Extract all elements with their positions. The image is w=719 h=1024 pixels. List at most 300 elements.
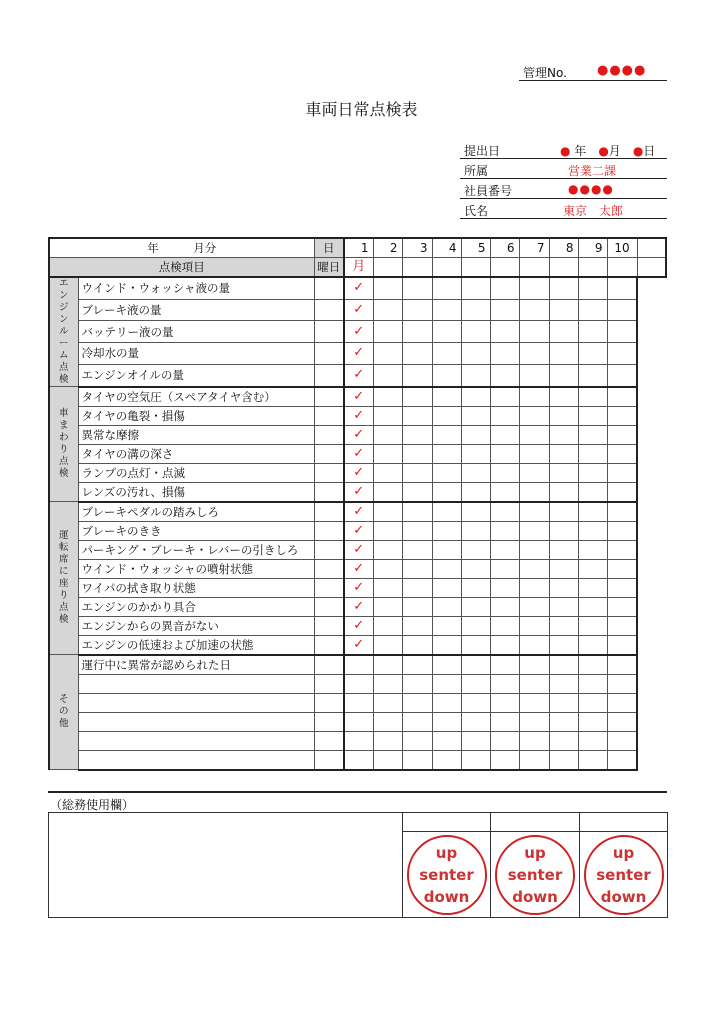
check-cell[interactable] bbox=[549, 674, 578, 693]
check-cell[interactable] bbox=[578, 463, 607, 482]
check-cell[interactable] bbox=[432, 674, 461, 693]
check-cell[interactable] bbox=[373, 635, 402, 655]
check-cell[interactable] bbox=[578, 578, 607, 597]
check-cell[interactable] bbox=[578, 559, 607, 578]
check-cell[interactable] bbox=[432, 578, 461, 597]
check-cell[interactable] bbox=[519, 277, 549, 299]
check-cell[interactable] bbox=[373, 731, 402, 750]
check-cell[interactable] bbox=[490, 597, 519, 616]
stamp-cell[interactable] bbox=[403, 832, 491, 918]
check-cell[interactable] bbox=[432, 540, 461, 559]
check-cell[interactable] bbox=[578, 299, 607, 321]
check-cell[interactable]: ✓ bbox=[344, 364, 373, 386]
table-row bbox=[49, 674, 666, 693]
check-cell[interactable]: ✓ bbox=[344, 425, 373, 444]
info-value-dept[interactable]: 営業二課 bbox=[568, 164, 617, 178]
dow-cell[interactable] bbox=[373, 258, 402, 278]
check-cell[interactable] bbox=[402, 387, 432, 407]
check-cell[interactable] bbox=[373, 616, 402, 635]
check-cell[interactable] bbox=[607, 444, 637, 463]
check-cell[interactable] bbox=[490, 655, 519, 675]
check-cell[interactable] bbox=[549, 750, 578, 770]
check-cell[interactable] bbox=[432, 712, 461, 731]
check-cell[interactable] bbox=[607, 750, 637, 770]
check-cell[interactable] bbox=[432, 731, 461, 750]
check-cell[interactable] bbox=[432, 635, 461, 655]
check-cell[interactable] bbox=[549, 277, 578, 299]
check-cell[interactable] bbox=[344, 750, 373, 770]
check-cell[interactable] bbox=[607, 406, 637, 425]
check-cell[interactable] bbox=[549, 444, 578, 463]
check-cell[interactable] bbox=[578, 712, 607, 731]
check-cell[interactable] bbox=[432, 616, 461, 635]
check-cell[interactable] bbox=[607, 559, 637, 578]
check-cell[interactable] bbox=[578, 693, 607, 712]
check-cell[interactable] bbox=[578, 364, 607, 386]
check-cell[interactable] bbox=[578, 406, 607, 425]
check-cell[interactable] bbox=[519, 482, 549, 502]
check-cell[interactable] bbox=[578, 425, 607, 444]
dow-cell[interactable] bbox=[490, 258, 519, 278]
check-cell[interactable] bbox=[490, 502, 519, 522]
dow-cell bbox=[314, 693, 344, 712]
check-cell[interactable] bbox=[490, 540, 519, 559]
check-cell[interactable] bbox=[432, 693, 461, 712]
dow-cell bbox=[314, 597, 344, 616]
check-cell[interactable] bbox=[432, 655, 461, 675]
check-cell[interactable] bbox=[607, 674, 637, 693]
check-cell[interactable] bbox=[519, 425, 549, 444]
check-cell[interactable] bbox=[373, 463, 402, 482]
check-cell[interactable] bbox=[402, 406, 432, 425]
check-cell[interactable] bbox=[402, 364, 432, 386]
check-cell[interactable] bbox=[432, 444, 461, 463]
check-cell[interactable] bbox=[432, 597, 461, 616]
check-cell[interactable] bbox=[402, 343, 432, 365]
check-cell[interactable] bbox=[461, 578, 490, 597]
dow-cell bbox=[314, 712, 344, 731]
check-cell[interactable] bbox=[402, 597, 432, 616]
check-cell[interactable] bbox=[578, 277, 607, 299]
check-cell[interactable] bbox=[549, 463, 578, 482]
check-cell[interactable] bbox=[549, 343, 578, 365]
check-cell[interactable] bbox=[402, 521, 432, 540]
dow-cell[interactable] bbox=[578, 258, 607, 278]
check-cell[interactable] bbox=[578, 674, 607, 693]
check-cell[interactable] bbox=[344, 693, 373, 712]
check-cell[interactable] bbox=[578, 731, 607, 750]
check-cell[interactable] bbox=[490, 559, 519, 578]
check-cell[interactable] bbox=[578, 482, 607, 502]
check-cell[interactable] bbox=[461, 406, 490, 425]
check-cell[interactable] bbox=[490, 343, 519, 365]
check-cell[interactable] bbox=[490, 444, 519, 463]
check-cell[interactable] bbox=[373, 578, 402, 597]
check-cell[interactable] bbox=[519, 387, 549, 407]
dow-cell[interactable] bbox=[432, 258, 461, 278]
check-cell[interactable] bbox=[461, 655, 490, 675]
check-cell[interactable] bbox=[490, 321, 519, 343]
check-cell[interactable] bbox=[402, 482, 432, 502]
check-cell[interactable] bbox=[432, 521, 461, 540]
check-cell[interactable] bbox=[607, 364, 637, 386]
check-cell[interactable] bbox=[519, 635, 549, 655]
check-cell[interactable]: ✓ bbox=[344, 578, 373, 597]
check-cell[interactable] bbox=[461, 364, 490, 386]
check-cell[interactable] bbox=[373, 521, 402, 540]
check-cell[interactable] bbox=[607, 321, 637, 343]
check-cell[interactable] bbox=[402, 674, 432, 693]
check-cell[interactable]: ✓ bbox=[344, 635, 373, 655]
check-cell[interactable]: ✓ bbox=[344, 521, 373, 540]
check-cell[interactable] bbox=[432, 406, 461, 425]
check-cell[interactable] bbox=[461, 482, 490, 502]
stamp-cell[interactable] bbox=[491, 832, 580, 918]
check-cell[interactable] bbox=[549, 364, 578, 386]
soumu-notes-area[interactable] bbox=[49, 813, 403, 918]
info-value-employee-no[interactable]: ●●●● bbox=[568, 182, 614, 196]
check-cell[interactable] bbox=[490, 578, 519, 597]
check-cell[interactable] bbox=[344, 674, 373, 693]
check-cell[interactable] bbox=[549, 597, 578, 616]
check-cell[interactable] bbox=[578, 502, 607, 522]
dow-day-1[interactable]: 月 bbox=[344, 258, 373, 278]
check-cell[interactable] bbox=[402, 540, 432, 559]
check-cell[interactable] bbox=[490, 674, 519, 693]
check-cell[interactable] bbox=[373, 559, 402, 578]
check-cell[interactable] bbox=[373, 277, 402, 299]
check-cell[interactable] bbox=[519, 463, 549, 482]
check-cell[interactable] bbox=[490, 712, 519, 731]
info-value-name[interactable]: 東京 太郎 bbox=[563, 204, 624, 218]
check-cell[interactable] bbox=[461, 299, 490, 321]
check-cell[interactable] bbox=[549, 578, 578, 597]
check-cell[interactable]: ✓ bbox=[344, 406, 373, 425]
check-cell[interactable] bbox=[578, 321, 607, 343]
stamp-line-senter: senter bbox=[507, 865, 563, 884]
check-cell[interactable] bbox=[461, 597, 490, 616]
check-cell[interactable] bbox=[519, 674, 549, 693]
check-cell[interactable] bbox=[519, 750, 549, 770]
check-cell[interactable] bbox=[607, 425, 637, 444]
day-10: 10 bbox=[607, 238, 637, 258]
info-row-date bbox=[460, 139, 667, 159]
check-cell[interactable] bbox=[607, 693, 637, 712]
check-cell[interactable] bbox=[519, 321, 549, 343]
check-cell[interactable] bbox=[432, 321, 461, 343]
check-cell[interactable] bbox=[402, 321, 432, 343]
check-cell[interactable] bbox=[461, 693, 490, 712]
check-cell[interactable]: ✓ bbox=[344, 444, 373, 463]
check-cell[interactable]: ✓ bbox=[344, 277, 373, 299]
check-cell[interactable] bbox=[549, 712, 578, 731]
table-row bbox=[49, 559, 666, 578]
check-cell[interactable] bbox=[373, 321, 402, 343]
info-row-employee-no bbox=[460, 179, 667, 199]
info-value-date[interactable]: ● 年 ●月 ●日 bbox=[560, 144, 656, 158]
check-cell[interactable]: ✓ bbox=[344, 299, 373, 321]
check-cell[interactable] bbox=[490, 616, 519, 635]
check-cell[interactable] bbox=[402, 693, 432, 712]
day-1: 1 bbox=[344, 238, 373, 258]
check-cell[interactable] bbox=[432, 277, 461, 299]
check-cell[interactable]: ✓ bbox=[344, 559, 373, 578]
check-cell[interactable]: ✓ bbox=[344, 463, 373, 482]
check-cell[interactable] bbox=[373, 693, 402, 712]
check-cell[interactable] bbox=[432, 750, 461, 770]
check-cell[interactable] bbox=[461, 635, 490, 655]
check-cell[interactable] bbox=[402, 463, 432, 482]
check-cell[interactable] bbox=[490, 635, 519, 655]
check-cell[interactable] bbox=[549, 299, 578, 321]
check-cell[interactable] bbox=[461, 521, 490, 540]
check-cell[interactable] bbox=[373, 364, 402, 386]
check-cell[interactable] bbox=[432, 387, 461, 407]
stamp-header-cell bbox=[403, 813, 491, 832]
check-cell[interactable] bbox=[402, 559, 432, 578]
check-cell[interactable] bbox=[461, 277, 490, 299]
check-cell[interactable] bbox=[490, 693, 519, 712]
table-row bbox=[49, 406, 666, 425]
check-cell[interactable] bbox=[373, 750, 402, 770]
check-cell[interactable] bbox=[549, 482, 578, 502]
check-cell[interactable] bbox=[402, 425, 432, 444]
inspection-item: レンズの汚れ、損傷 bbox=[78, 482, 314, 502]
dow-cell[interactable] bbox=[519, 258, 549, 278]
check-cell[interactable] bbox=[461, 540, 490, 559]
table-row bbox=[49, 731, 666, 750]
check-cell[interactable] bbox=[549, 559, 578, 578]
check-cell[interactable] bbox=[490, 521, 519, 540]
check-cell[interactable] bbox=[490, 299, 519, 321]
inspection-item: 冷却水の量 bbox=[78, 343, 314, 365]
dow-cell[interactable] bbox=[637, 258, 666, 278]
check-cell[interactable] bbox=[607, 712, 637, 731]
check-cell[interactable] bbox=[402, 712, 432, 731]
inspection-item: ランプの点灯・点滅 bbox=[78, 463, 314, 482]
check-cell[interactable]: ✓ bbox=[344, 597, 373, 616]
check-cell[interactable] bbox=[519, 502, 549, 522]
check-cell[interactable] bbox=[461, 750, 490, 770]
check-cell[interactable] bbox=[344, 712, 373, 731]
check-cell[interactable] bbox=[402, 299, 432, 321]
check-cell[interactable]: ✓ bbox=[344, 540, 373, 559]
check-cell[interactable] bbox=[519, 655, 549, 675]
check-cell[interactable] bbox=[519, 343, 549, 365]
check-cell[interactable] bbox=[549, 521, 578, 540]
check-cell[interactable]: ✓ bbox=[344, 502, 373, 522]
check-cell[interactable] bbox=[490, 482, 519, 502]
check-cell[interactable] bbox=[607, 731, 637, 750]
check-cell[interactable] bbox=[373, 343, 402, 365]
check-cell[interactable] bbox=[519, 364, 549, 386]
check-cell[interactable] bbox=[461, 559, 490, 578]
check-cell[interactable] bbox=[461, 674, 490, 693]
check-cell[interactable] bbox=[461, 387, 490, 407]
check-cell[interactable] bbox=[607, 635, 637, 655]
check-cell[interactable] bbox=[519, 299, 549, 321]
check-cell[interactable] bbox=[373, 387, 402, 407]
check-cell[interactable] bbox=[402, 277, 432, 299]
check-cell[interactable] bbox=[490, 463, 519, 482]
check-cell[interactable] bbox=[402, 635, 432, 655]
check-cell[interactable] bbox=[373, 482, 402, 502]
stamp-seal bbox=[407, 835, 487, 915]
table-row bbox=[49, 364, 666, 386]
check-cell[interactable] bbox=[373, 655, 402, 675]
check-cell[interactable] bbox=[402, 502, 432, 522]
check-cell[interactable] bbox=[519, 693, 549, 712]
check-cell[interactable] bbox=[607, 616, 637, 635]
check-cell[interactable] bbox=[607, 521, 637, 540]
check-cell[interactable] bbox=[578, 540, 607, 559]
dow-cell bbox=[314, 578, 344, 597]
kanri-value[interactable]: ●●●● bbox=[597, 63, 647, 78]
check-cell[interactable] bbox=[549, 731, 578, 750]
check-cell[interactable] bbox=[549, 387, 578, 407]
check-cell[interactable] bbox=[373, 674, 402, 693]
check-cell[interactable] bbox=[519, 616, 549, 635]
check-cell[interactable] bbox=[519, 406, 549, 425]
check-cell[interactable] bbox=[607, 463, 637, 482]
check-cell[interactable] bbox=[490, 750, 519, 770]
check-cell[interactable] bbox=[432, 299, 461, 321]
check-cell[interactable] bbox=[432, 364, 461, 386]
check-cell[interactable] bbox=[549, 540, 578, 559]
check-cell[interactable] bbox=[519, 597, 549, 616]
check-cell[interactable] bbox=[549, 616, 578, 635]
check-cell[interactable] bbox=[490, 406, 519, 425]
check-cell[interactable] bbox=[549, 502, 578, 522]
check-cell[interactable] bbox=[432, 502, 461, 522]
check-cell[interactable] bbox=[432, 343, 461, 365]
check-cell[interactable] bbox=[578, 655, 607, 675]
check-cell[interactable] bbox=[549, 655, 578, 675]
check-cell[interactable] bbox=[373, 299, 402, 321]
check-cell[interactable] bbox=[373, 540, 402, 559]
check-cell[interactable] bbox=[578, 521, 607, 540]
check-cell[interactable] bbox=[461, 444, 490, 463]
check-cell[interactable] bbox=[461, 321, 490, 343]
check-cell[interactable] bbox=[402, 578, 432, 597]
check-cell[interactable] bbox=[402, 750, 432, 770]
check-cell[interactable] bbox=[519, 521, 549, 540]
check-cell[interactable] bbox=[373, 406, 402, 425]
check-cell[interactable] bbox=[402, 731, 432, 750]
check-cell[interactable] bbox=[607, 387, 637, 407]
check-cell[interactable] bbox=[549, 406, 578, 425]
check-cell[interactable] bbox=[373, 597, 402, 616]
dow-cell bbox=[314, 731, 344, 750]
check-cell[interactable] bbox=[549, 425, 578, 444]
check-cell[interactable] bbox=[402, 444, 432, 463]
check-cell[interactable] bbox=[607, 578, 637, 597]
check-cell[interactable] bbox=[461, 343, 490, 365]
check-cell[interactable] bbox=[578, 597, 607, 616]
check-cell[interactable] bbox=[461, 616, 490, 635]
check-cell[interactable] bbox=[578, 750, 607, 770]
check-cell[interactable] bbox=[578, 616, 607, 635]
table-row bbox=[49, 425, 666, 444]
check-cell[interactable] bbox=[461, 502, 490, 522]
day-6: 6 bbox=[490, 238, 519, 258]
check-cell[interactable] bbox=[607, 482, 637, 502]
check-cell[interactable]: ✓ bbox=[344, 321, 373, 343]
check-cell[interactable] bbox=[607, 540, 637, 559]
dow-cell[interactable] bbox=[607, 258, 637, 278]
check-cell[interactable] bbox=[402, 655, 432, 675]
check-cell[interactable] bbox=[490, 425, 519, 444]
table-row bbox=[49, 277, 666, 299]
check-cell[interactable] bbox=[607, 597, 637, 616]
check-cell[interactable] bbox=[373, 444, 402, 463]
check-cell[interactable] bbox=[549, 635, 578, 655]
check-cell[interactable]: ✓ bbox=[344, 387, 373, 407]
check-cell[interactable] bbox=[402, 616, 432, 635]
check-cell[interactable] bbox=[432, 425, 461, 444]
check-cell[interactable] bbox=[461, 731, 490, 750]
dow-cell[interactable] bbox=[461, 258, 490, 278]
check-cell[interactable] bbox=[549, 693, 578, 712]
check-cell[interactable] bbox=[490, 387, 519, 407]
check-cell[interactable] bbox=[461, 712, 490, 731]
info-row-name bbox=[460, 199, 667, 219]
check-cell[interactable] bbox=[519, 578, 549, 597]
stamp-cell[interactable] bbox=[580, 832, 668, 918]
check-cell[interactable] bbox=[578, 343, 607, 365]
check-cell[interactable] bbox=[519, 731, 549, 750]
check-cell[interactable] bbox=[373, 425, 402, 444]
check-cell[interactable] bbox=[373, 502, 402, 522]
dow-cell[interactable] bbox=[402, 258, 432, 278]
check-cell[interactable] bbox=[490, 364, 519, 386]
check-cell[interactable] bbox=[607, 655, 637, 675]
soumu-label: （総務使用欄） bbox=[50, 798, 135, 812]
check-cell[interactable]: ✓ bbox=[344, 616, 373, 635]
dow-cell bbox=[314, 364, 344, 386]
table-row bbox=[49, 299, 666, 321]
check-cell[interactable] bbox=[432, 463, 461, 482]
check-cell[interactable] bbox=[578, 635, 607, 655]
check-cell[interactable]: ✓ bbox=[344, 343, 373, 365]
check-cell[interactable] bbox=[549, 321, 578, 343]
table-row bbox=[49, 387, 666, 407]
check-cell[interactable] bbox=[490, 277, 519, 299]
kanri-number bbox=[519, 62, 667, 81]
check-cell[interactable] bbox=[607, 343, 637, 365]
check-cell[interactable] bbox=[519, 559, 549, 578]
table-row bbox=[49, 655, 666, 675]
dow-cell[interactable] bbox=[549, 258, 578, 278]
check-cell[interactable] bbox=[432, 559, 461, 578]
check-cell[interactable] bbox=[607, 277, 637, 299]
check-cell[interactable] bbox=[519, 540, 549, 559]
check-cell[interactable] bbox=[519, 444, 549, 463]
check-cell[interactable] bbox=[607, 299, 637, 321]
check-cell[interactable] bbox=[578, 387, 607, 407]
check-cell[interactable] bbox=[432, 482, 461, 502]
check-cell[interactable] bbox=[373, 712, 402, 731]
check-cell[interactable] bbox=[578, 444, 607, 463]
check-cell[interactable] bbox=[607, 502, 637, 522]
check-cell[interactable] bbox=[461, 463, 490, 482]
check-cell[interactable] bbox=[490, 731, 519, 750]
check-cell[interactable] bbox=[461, 425, 490, 444]
check-cell[interactable] bbox=[519, 712, 549, 731]
check-cell[interactable] bbox=[344, 655, 373, 675]
check-cell[interactable] bbox=[344, 731, 373, 750]
check-cell[interactable]: ✓ bbox=[344, 482, 373, 502]
